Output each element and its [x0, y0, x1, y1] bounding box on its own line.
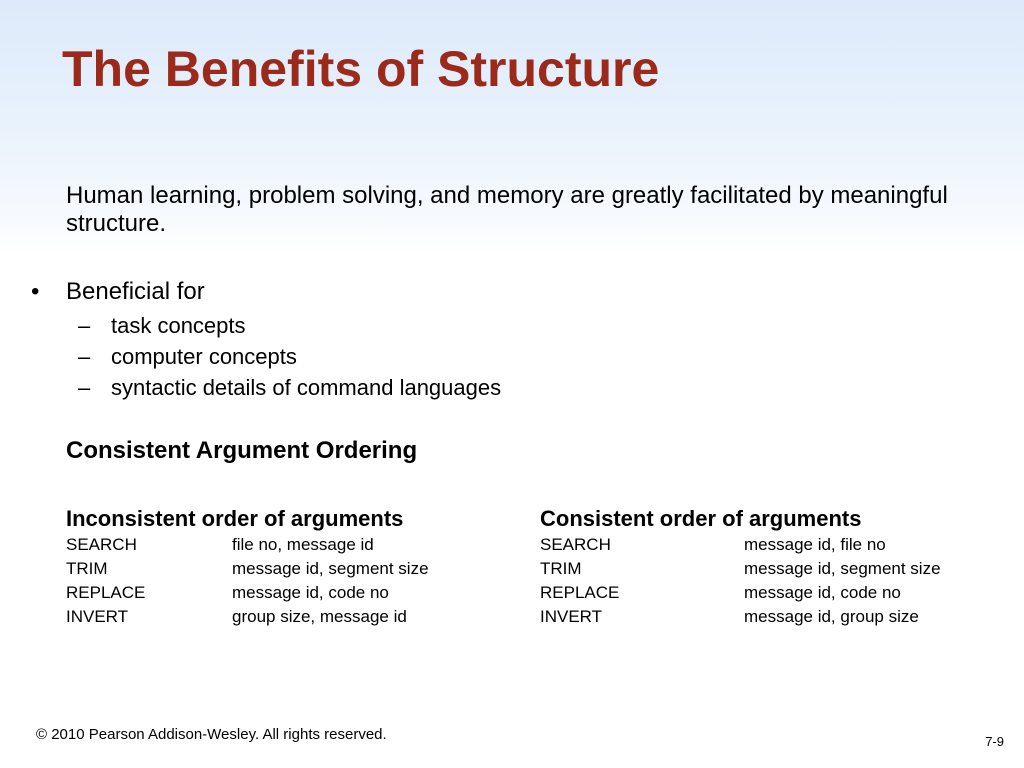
- dash-marker: –: [78, 375, 91, 400]
- section-heading: Consistent Argument Ordering: [66, 437, 418, 464]
- sub-bullet-item: [78, 372, 501, 403]
- sub-bullet-item: [78, 341, 501, 372]
- command-name: REPLACE: [540, 583, 620, 602]
- command-args: message id, file no: [744, 535, 886, 554]
- command-args: message id, code no: [744, 583, 901, 602]
- command-row: [66, 581, 429, 605]
- command-args: group size, message id: [232, 607, 407, 626]
- intro-paragraph: Human learning, problem solving, and memory are greatly facilitated by meaningful structure.: [66, 182, 948, 237]
- command-name: TRIM: [66, 559, 108, 578]
- bullet-marker: •: [31, 278, 40, 305]
- command-row: [540, 581, 941, 605]
- command-args: message id, segment size: [232, 559, 429, 578]
- sub-bullet-text: syntactic details of command languages: [111, 375, 502, 400]
- column-heading: Consistent order of arguments: [540, 506, 862, 531]
- command-row: [540, 557, 941, 581]
- command-row: [540, 605, 941, 629]
- command-name: TRIM: [540, 559, 582, 578]
- dash-marker: –: [78, 313, 91, 338]
- sub-bullet-item: [78, 310, 501, 341]
- consistent-column: [540, 505, 941, 629]
- bullet-item: [31, 277, 205, 307]
- slide-title: The Benefits of Structure: [62, 41, 660, 97]
- command-args: message id, segment size: [744, 559, 941, 578]
- dash-marker: –: [78, 344, 91, 369]
- command-row: [66, 557, 429, 581]
- command-args: message id, group size: [744, 607, 919, 626]
- command-args: message id, code no: [232, 583, 389, 602]
- bullet-text: Beneficial for: [66, 278, 205, 305]
- command-row: [540, 533, 941, 557]
- sub-bullet-text: computer concepts: [111, 344, 297, 369]
- command-row: [66, 605, 429, 629]
- command-name: SEARCH: [66, 535, 137, 554]
- command-name: INVERT: [66, 607, 129, 626]
- command-args: file no, message id: [232, 535, 374, 554]
- sub-bullet-list: [78, 310, 501, 403]
- sub-bullet-text: task concepts: [111, 313, 246, 338]
- copyright-notice: © 2010 Pearson Addison-Wesley. All rights reserved.: [36, 726, 387, 743]
- column-heading: Inconsistent order of arguments: [66, 506, 404, 531]
- command-name: SEARCH: [540, 535, 611, 554]
- page-number: 7-9: [985, 734, 1004, 749]
- command-name: REPLACE: [66, 583, 146, 602]
- command-row: [66, 533, 429, 557]
- command-name: INVERT: [540, 607, 603, 626]
- inconsistent-column: [66, 505, 429, 629]
